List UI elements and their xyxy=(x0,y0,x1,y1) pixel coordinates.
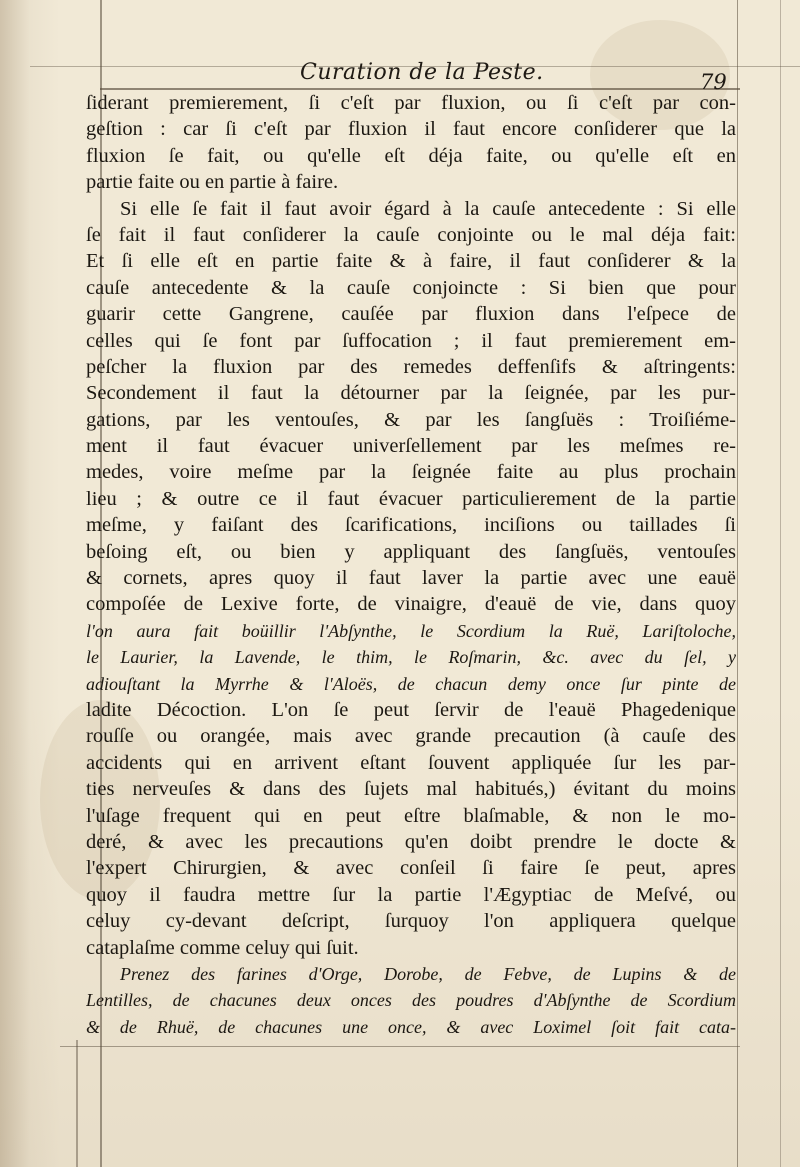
text-line: accidents qui en arrivent eſtant ſouvent appliquée ſur les par- xyxy=(86,751,736,774)
text-line: l'on aura fait boüillir l'Abſynthe, le Scordium la Ruë, Lariſtoloche, xyxy=(86,620,736,641)
text-line: ment il faut évacuer univerſellement par les meſmes re- xyxy=(86,435,736,458)
text-line: quoy il faudra mettre ſur la partie l'Ægyptiac de Meſvé, ou xyxy=(86,883,736,906)
text-line: partie faite ou en partie à faire. xyxy=(86,171,339,194)
text-line: rouſſe ou orangée, mais avec grande precaution (à cauſe des xyxy=(86,725,736,748)
margin-rule-outer xyxy=(780,0,781,1167)
text-line: cataplaſme comme celuy qui ſuit. xyxy=(86,936,359,959)
text-line: guarir cette Gangrene, cauſée par fluxion dans l'eſpece de xyxy=(86,303,736,326)
text-line: ſiderant premierement, ſi c'eſt par fluxion, ou ſi c'eſt par con- xyxy=(86,92,736,114)
text-line: compoſée de Lexive forte, de vinaigre, d'eauë de vie, dans quoy xyxy=(86,593,736,616)
text-line: cauſe antecedente & la cauſe conjoincte : Si bien que pour xyxy=(86,276,736,299)
margin-rule-right xyxy=(737,0,738,1167)
text-line: ladite Décoction. L'on ſe peut ſervir de l'eauë Phagedenique xyxy=(86,698,736,721)
text-line: Secondement il faut la détourner par la ſeignée, par les pur- xyxy=(86,382,736,405)
text-line: Lentilles, de chacunes deux onces des poudres d'Abſynthe de Scordium xyxy=(86,990,736,1011)
text-line: ſe fait il faut conſiderer la cauſe conjointe ou le mal déja fait: xyxy=(86,223,736,246)
text-line: adiouſtant la Myrrhe & l'Aloës, de chacun demy once ſur pinte de xyxy=(86,673,736,694)
margin-rule-lower-left xyxy=(76,1040,78,1167)
bottom-rule xyxy=(60,1046,740,1047)
text-line: beſoing eſt, ou bien y appliquant des ſangſuës, ventouſes xyxy=(86,540,736,563)
text-line: celles qui ſe font par ſuffocation ; il faut premierement em- xyxy=(86,329,736,352)
text-line: gations, par les ventouſes, & par les ſangſuës : Troiſiéme- xyxy=(86,408,736,431)
text-line: Prenez des farines d'Orge, Dorobe, de Febve, de Lupins & de xyxy=(120,963,736,984)
text-line: deré, & avec les precautions qu'en doibt prendre le docte & xyxy=(86,830,736,853)
running-head: Curation de la Peste. xyxy=(300,60,544,85)
text-line: l'expert Chirurgien, & avec conſeil ſi faire ſe peut, apres xyxy=(86,857,736,880)
text-line: l'uſage frequent qui en peut eſtre blaſmable, & non le mo- xyxy=(86,804,736,827)
text-line: medes, voire meſme par la ſeignée faite au plus prochain xyxy=(86,461,736,484)
text-line: geſtion : car ſi c'eſt par fluxion il faut encore conſiderer que la xyxy=(86,118,736,141)
text-line: fluxion ſe fait, ou qu'elle eſt déja faite, ou qu'elle eſt en xyxy=(86,144,736,167)
text-line: ties nerveuſes & dans des ſujets mal habitués,) évitant du moins xyxy=(86,778,736,801)
text-line: & cornets, apres quoy il faut laver la partie avec une eauë xyxy=(86,567,736,590)
text-line: celuy cy-devant deſcript, ſurquoy l'on appliquera quelque xyxy=(86,910,736,933)
text-line: Si elle ſe fait il faut avoir égard à la cauſe antecedente : Si elle xyxy=(120,197,736,220)
body-text xyxy=(86,90,736,1040)
text-line: lieu ; & outre ce il faut évacuer particulierement de la partie xyxy=(86,487,736,510)
text-line: Et ſi elle eſt en partie faite & à faire, il faut conſiderer & la xyxy=(86,250,736,273)
page-number: 79 xyxy=(700,70,727,94)
text-line: le Laurier, la Lavende, le thim, le Roſmarin, &c. avec du ſel, y xyxy=(86,647,736,668)
text-line: peſcher la fluxion par des remedes deffenſifs & aſtringents: xyxy=(86,355,736,378)
text-line: & de Rhuë, de chacunes une once, & avec Loximel ſoit fait cata- xyxy=(86,1016,736,1037)
text-line: meſme, y faiſant des ſcarifications, inciſions ou taillades ſi xyxy=(86,514,736,537)
